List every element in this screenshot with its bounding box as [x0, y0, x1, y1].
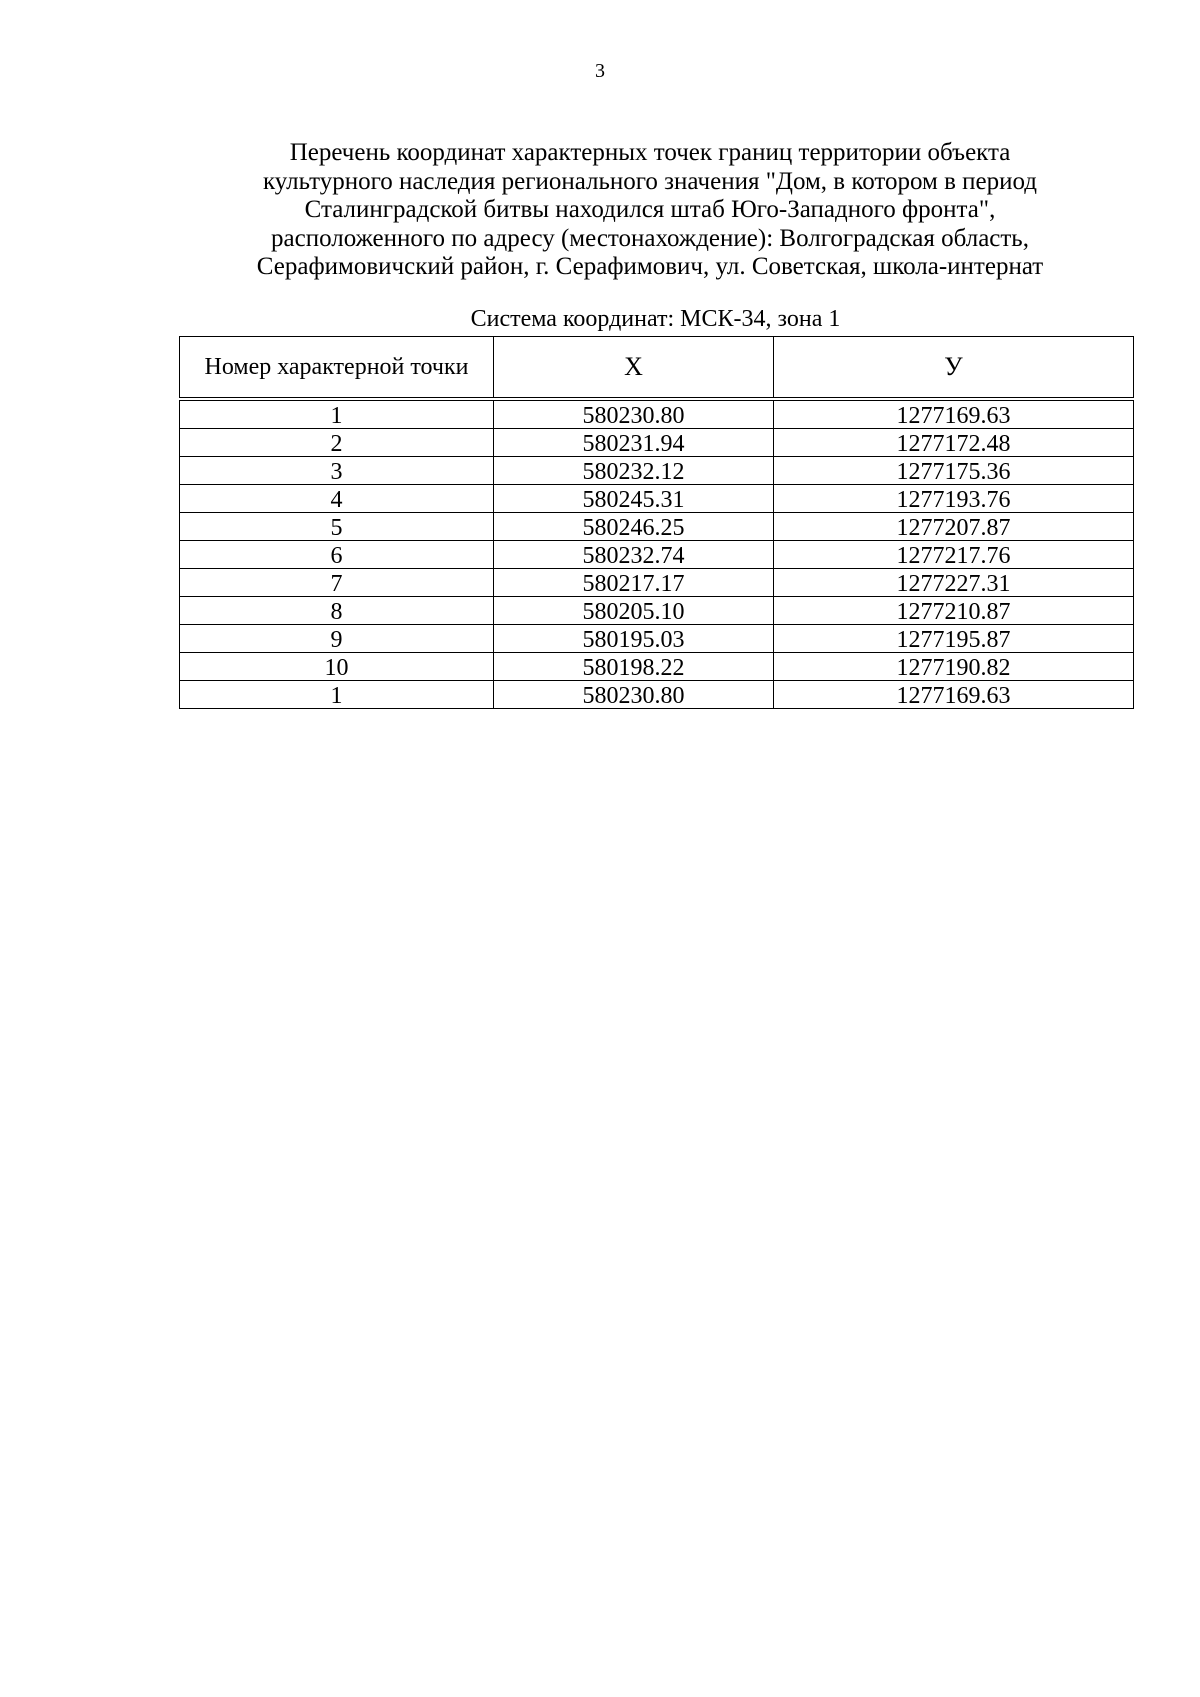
table-row	[180, 625, 1134, 653]
table-row	[180, 399, 1134, 429]
table-row	[180, 457, 1134, 485]
cell-y: 1277175.36	[774, 457, 1134, 485]
header-point-number-label: Номер характерной точки	[204, 353, 469, 380]
cell-point-number: 7	[180, 569, 494, 597]
table-row	[180, 569, 1134, 597]
cell-point-number: 2	[180, 429, 494, 457]
title-line: культурного наследия регионального значения "Дом, в котором в период	[262, 167, 1038, 195]
cell-y: 1277227.31	[774, 569, 1134, 597]
cell-point-number: 3	[180, 457, 494, 485]
header-x: X	[494, 337, 774, 400]
title-line: расположенного по адресу (местонахождение): Волгоградская область,	[271, 224, 1029, 252]
cell-x: 580231.94	[494, 429, 774, 457]
header-y: У	[774, 337, 1134, 400]
title-line: Перечень координат характерных точек границ территории объекта	[289, 139, 1011, 166]
table-header-row	[180, 337, 1134, 400]
title-line: Сталинградской битвы находился штаб Юго-Западного фронта",	[304, 196, 996, 223]
cell-y: 1277172.48	[774, 429, 1134, 457]
table-body	[180, 399, 1134, 709]
cell-y: 1277169.63	[774, 399, 1134, 429]
cell-x: 580195.03	[494, 625, 774, 653]
table-row	[180, 681, 1134, 709]
document-title	[160, 139, 1140, 282]
cell-x: 580217.17	[494, 569, 774, 597]
page-number: 3	[595, 60, 605, 82]
cell-x: 580245.31	[494, 485, 774, 513]
cell-point-number: 4	[180, 485, 494, 513]
table-row	[180, 541, 1134, 569]
cell-x: 580230.80	[494, 399, 774, 429]
cell-y: 1277217.76	[774, 541, 1134, 569]
cell-y: 1277169.63	[774, 681, 1134, 709]
cell-point-number: 5	[180, 513, 494, 541]
cell-x: 580230.80	[494, 681, 774, 709]
table-row	[180, 429, 1134, 457]
cell-y: 1277193.76	[774, 485, 1134, 513]
cell-y: 1277210.87	[774, 597, 1134, 625]
cell-point-number: 6	[180, 541, 494, 569]
cell-point-number: 1	[180, 681, 494, 709]
title-line: Серафимовичский район, г. Серафимович, ул. Советская, школа-интернат	[256, 253, 1044, 280]
cell-y: 1277207.87	[774, 513, 1134, 541]
cell-x: 580232.74	[494, 541, 774, 569]
cell-x: 580246.25	[494, 513, 774, 541]
coordinate-system-caption: Система координат: МСК-34, зона 1	[470, 306, 841, 332]
cell-x: 580232.12	[494, 457, 774, 485]
cell-y: 1277195.87	[774, 625, 1134, 653]
table-row	[180, 485, 1134, 513]
cell-point-number: 9	[180, 625, 494, 653]
cell-point-number: 1	[180, 399, 494, 429]
table-row	[180, 653, 1134, 681]
header-point-number	[180, 337, 494, 400]
coordinates-table	[179, 336, 1134, 709]
table-row	[180, 513, 1134, 541]
table-row	[180, 597, 1134, 625]
cell-y: 1277190.82	[774, 653, 1134, 681]
cell-point-number: 8	[180, 597, 494, 625]
cell-x: 580198.22	[494, 653, 774, 681]
cell-x: 580205.10	[494, 597, 774, 625]
cell-point-number: 10	[180, 653, 494, 681]
